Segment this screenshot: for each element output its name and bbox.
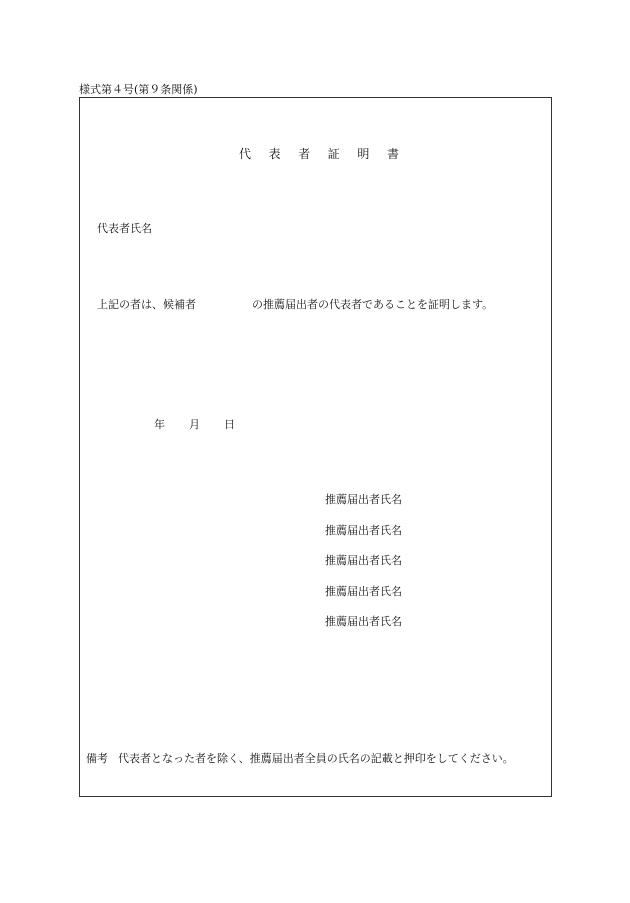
title-char: 明 <box>357 147 370 161</box>
recommender-name-label: 推薦届出者氏名 <box>325 554 402 567</box>
form-frame <box>79 97 552 797</box>
recommender-name-label: 推薦届出者氏名 <box>325 523 402 537</box>
document-title <box>239 145 399 162</box>
title-char: 書 <box>386 147 399 161</box>
recommender-list <box>325 491 402 644</box>
representative-name-label: 代表者氏名 <box>97 222 152 235</box>
date-day-label: 日 <box>224 418 235 431</box>
certification-statement <box>97 296 493 312</box>
title-char: 者 <box>298 147 311 161</box>
date-month-label: 月 <box>189 418 200 431</box>
title-char: 表 <box>268 147 281 161</box>
date-year-label: 年 <box>154 418 165 431</box>
remarks-note <box>86 750 514 766</box>
recommender-name-label: 推薦届出者氏名 <box>325 584 402 598</box>
remarks-label: 備考 <box>86 752 108 765</box>
recommender-name-label: 推薦届出者氏名 <box>325 615 402 628</box>
title-char: 代 <box>239 147 252 161</box>
certification-suffix: の推薦届出者の代表者であることを証明します。 <box>252 298 494 311</box>
form-number: 様式第４号(第９条関係) <box>79 83 198 96</box>
remarks-text: 代表者となった者を除く、推薦届出者全員の氏名の記載と押印をしてください。 <box>118 752 514 765</box>
title-char: 証 <box>327 147 340 161</box>
date-line <box>154 416 235 432</box>
certification-prefix: 上記の者は、候補者 <box>97 298 196 311</box>
recommender-name-label: 推薦届出者氏名 <box>325 493 402 506</box>
